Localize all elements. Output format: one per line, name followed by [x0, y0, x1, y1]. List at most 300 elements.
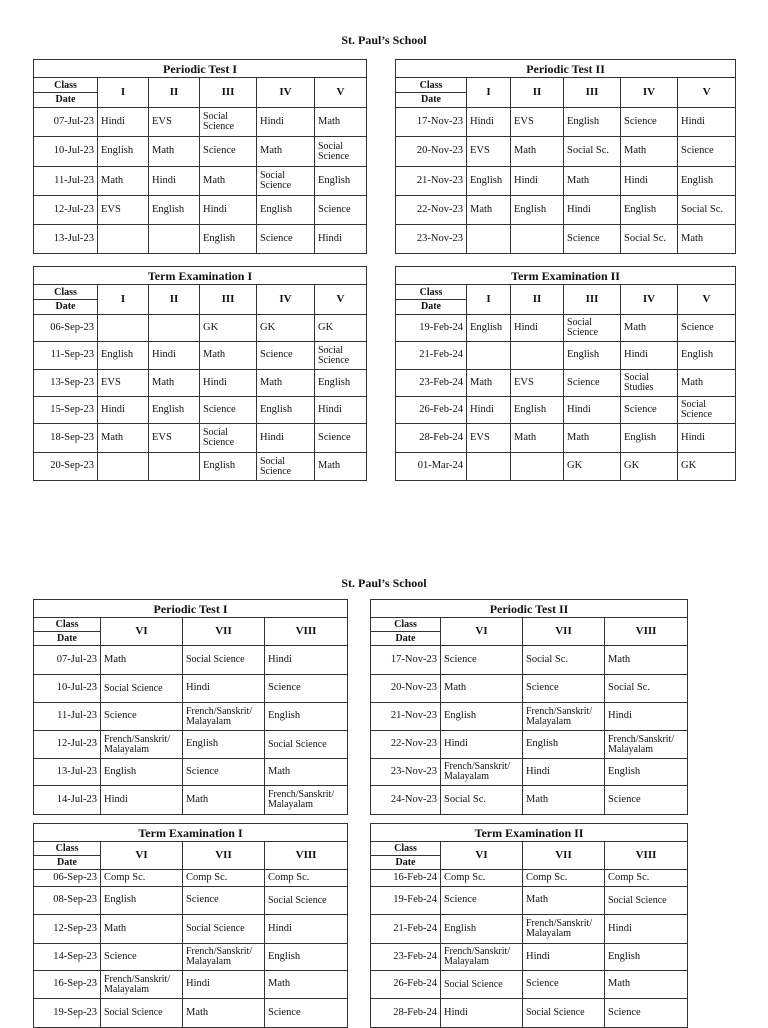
subject-cell: Social Science — [265, 887, 348, 915]
subject-cell: Hindi — [621, 167, 678, 196]
subject-cell: Hindi — [511, 315, 564, 342]
subject-cell — [98, 453, 149, 481]
subject-cell: Hindi — [98, 397, 149, 424]
class-column-header: I — [98, 285, 149, 315]
subject-cell — [149, 453, 200, 481]
subject-cell: Social Science — [315, 342, 367, 370]
subject-cell: EVS — [98, 370, 149, 397]
class-label: Class — [396, 79, 466, 93]
term-exam-2-primary — [395, 266, 736, 481]
date-cell: 11-Jul-23 — [34, 703, 101, 731]
subject-cell: Science — [441, 887, 523, 915]
table-row — [371, 731, 688, 759]
subject-cell: Math — [523, 887, 605, 915]
subject-cell: English — [200, 453, 257, 481]
table-row — [396, 315, 736, 342]
class-label: Class — [34, 618, 100, 632]
subject-cell: Math — [678, 370, 736, 397]
date-cell: 21-Nov-23 — [371, 703, 441, 731]
periodic-test-1-middle — [33, 599, 348, 815]
header-row — [371, 842, 688, 870]
subject-cell: Social Science — [315, 137, 367, 167]
date-label: Date — [57, 633, 77, 644]
class-column-header: I — [467, 285, 511, 315]
subject-cell: Hindi — [678, 108, 736, 137]
subject-cell: Hindi — [621, 342, 678, 370]
table-row — [371, 646, 688, 675]
subject-cell: English — [265, 944, 348, 971]
subject-cell: Hindi — [200, 370, 257, 397]
subject-cell: English — [564, 108, 621, 137]
table-row — [396, 397, 736, 424]
subject-cell — [149, 315, 200, 342]
subject-cell: Hindi — [467, 397, 511, 424]
table-row — [371, 887, 688, 915]
subject-cell: English — [678, 342, 736, 370]
subject-cell: English — [678, 167, 736, 196]
subject-cell: Social Science — [257, 167, 315, 196]
table-row — [34, 731, 348, 759]
class-column-header: VII — [183, 618, 265, 646]
header-row — [396, 78, 736, 108]
subject-cell: Social Science — [441, 971, 523, 999]
subject-cell: Hindi — [441, 999, 523, 1028]
date-cell: 28-Feb-24 — [371, 999, 441, 1028]
class-label: Class — [34, 842, 100, 856]
subject-cell: Hindi — [564, 196, 621, 225]
table-row — [371, 915, 688, 944]
class-column-header: V — [678, 78, 736, 108]
date-cell: 10-Jul-23 — [34, 137, 98, 167]
subject-cell: Science — [265, 675, 348, 703]
header-row — [34, 78, 367, 108]
subject-cell: French/Sanskrit/ Malayalam — [441, 944, 523, 971]
periodic-test-1-primary — [33, 59, 367, 254]
class-column-header: II — [149, 285, 200, 315]
class-column-header: VIII — [265, 842, 348, 870]
table-row — [34, 999, 348, 1028]
table-row — [34, 870, 348, 887]
header-row — [371, 618, 688, 646]
date-cell: 10-Jul-23 — [34, 675, 101, 703]
subject-cell — [467, 342, 511, 370]
subject-cell: Social Science — [605, 887, 688, 915]
table-row — [34, 167, 367, 196]
schedule-table — [33, 823, 348, 1028]
subject-cell: English — [564, 342, 621, 370]
date-cell: 14-Sep-23 — [34, 944, 101, 971]
subject-cell: Math — [149, 370, 200, 397]
subject-cell: Math — [200, 167, 257, 196]
subject-cell: Hindi — [101, 786, 183, 815]
date-cell: 23-Nov-23 — [371, 759, 441, 786]
class-column-header: IV — [257, 78, 315, 108]
subject-cell: Hindi — [265, 646, 348, 675]
subject-cell: Hindi — [523, 759, 605, 786]
subject-cell: Hindi — [257, 108, 315, 137]
table-row — [396, 137, 736, 167]
subject-cell: Hindi — [523, 944, 605, 971]
subject-cell: Hindi — [265, 915, 348, 944]
class-label: Class — [34, 79, 97, 93]
class-date-header — [34, 78, 98, 108]
subject-cell: Comp Sc. — [183, 870, 265, 887]
class-date-header — [34, 618, 101, 646]
table-title: Term Examination II — [396, 267, 736, 285]
table-row — [34, 971, 348, 999]
class-column-header: III — [200, 285, 257, 315]
subject-cell: Science — [315, 424, 367, 453]
subject-cell: Math — [183, 999, 265, 1028]
subject-cell: English — [621, 196, 678, 225]
subject-cell — [98, 315, 149, 342]
subject-cell: English — [315, 370, 367, 397]
subject-cell: Comp Sc. — [523, 870, 605, 887]
subject-cell: Social Science — [265, 731, 348, 759]
table-row — [34, 196, 367, 225]
class-column-header: II — [149, 78, 200, 108]
subject-cell: Science — [265, 999, 348, 1028]
table-row — [371, 944, 688, 971]
subject-cell: English — [621, 424, 678, 453]
subject-cell: Math — [605, 971, 688, 999]
schedule-table — [33, 59, 367, 254]
class-date-header — [371, 842, 441, 870]
subject-cell: French/Sanskrit/ Malayalam — [441, 759, 523, 786]
subject-cell: Science — [605, 999, 688, 1028]
subject-cell: Hindi — [511, 167, 564, 196]
class-column-header: I — [98, 78, 149, 108]
subject-cell: Math — [564, 424, 621, 453]
date-cell: 06-Sep-23 — [34, 870, 101, 887]
subject-cell: EVS — [511, 370, 564, 397]
table-row — [396, 167, 736, 196]
subject-cell: Math — [315, 108, 367, 137]
class-column-header: VIII — [605, 618, 688, 646]
subject-cell: Hindi — [98, 108, 149, 137]
date-cell: 13-Sep-23 — [34, 370, 98, 397]
table-row — [396, 342, 736, 370]
table-row — [371, 675, 688, 703]
subject-cell: Hindi — [605, 915, 688, 944]
subject-cell: Comp Sc. — [265, 870, 348, 887]
class-column-header: III — [564, 78, 621, 108]
table-title: Periodic Test II — [371, 600, 688, 618]
subject-cell: French/Sanskrit/ Malayalam — [523, 703, 605, 731]
subject-cell: English — [149, 196, 200, 225]
class-column-header: V — [315, 78, 367, 108]
subject-cell: Social Science — [257, 453, 315, 481]
subject-cell: Math — [467, 370, 511, 397]
date-cell: 20-Nov-23 — [371, 675, 441, 703]
class-column-header: IV — [257, 285, 315, 315]
subject-cell: Hindi — [315, 225, 367, 254]
subject-cell: French/Sanskrit/ Malayalam — [183, 944, 265, 971]
date-cell: 17-Nov-23 — [396, 108, 467, 137]
subject-cell: Science — [257, 342, 315, 370]
table-row — [396, 370, 736, 397]
subject-cell: Science — [621, 108, 678, 137]
class-date-header — [34, 285, 98, 315]
subject-cell: Hindi — [564, 397, 621, 424]
date-cell: 15-Sep-23 — [34, 397, 98, 424]
subject-cell: English — [257, 196, 315, 225]
subject-cell: GK — [678, 453, 736, 481]
subject-cell: Hindi — [149, 167, 200, 196]
class-column-header: V — [678, 285, 736, 315]
schedule-table — [395, 266, 736, 481]
date-label: Date — [395, 633, 416, 644]
class-column-header: III — [200, 78, 257, 108]
date-label: Date — [421, 301, 441, 312]
subject-cell: Science — [678, 137, 736, 167]
table-row — [34, 675, 348, 703]
date-cell: 12-Jul-23 — [34, 196, 98, 225]
class-column-header: VIII — [265, 618, 348, 646]
class-label: Class — [34, 286, 97, 300]
date-cell: 11-Sep-23 — [34, 342, 98, 370]
subject-cell: Math — [441, 675, 523, 703]
class-column-header: III — [564, 285, 621, 315]
schedule-table — [370, 599, 688, 815]
subject-cell: Social Sc. — [441, 786, 523, 815]
class-column-header: IV — [621, 285, 678, 315]
table-row — [396, 424, 736, 453]
subject-cell: Hindi — [149, 342, 200, 370]
date-cell: 23-Feb-24 — [396, 370, 467, 397]
subject-cell: Comp Sc. — [101, 870, 183, 887]
subject-cell: Science — [183, 887, 265, 915]
subject-cell — [149, 225, 200, 254]
subject-cell: Science — [523, 675, 605, 703]
subject-cell: Math — [101, 646, 183, 675]
class-column-header: VI — [101, 618, 183, 646]
subject-cell: English — [467, 315, 511, 342]
class-column-header: II — [511, 78, 564, 108]
subject-cell: English — [265, 703, 348, 731]
class-label: Class — [371, 842, 440, 856]
subject-cell: Social Sc. — [678, 196, 736, 225]
table-row — [34, 887, 348, 915]
class-date-header — [34, 842, 101, 870]
subject-cell: Math — [315, 453, 367, 481]
periodic-test-2-middle — [370, 599, 688, 815]
date-cell: 07-Jul-23 — [34, 646, 101, 675]
class-column-header: I — [467, 78, 511, 108]
subject-cell: Math — [678, 225, 736, 254]
table-row — [396, 225, 736, 254]
schedule-table — [33, 599, 348, 815]
schedule-table — [395, 59, 736, 254]
school-title-page-1: St. Paul’s School — [341, 33, 427, 47]
table-row — [396, 453, 736, 481]
subject-cell: French/Sanskrit/ Malayalam — [523, 915, 605, 944]
subject-cell: GK — [200, 315, 257, 342]
date-cell: 19-Feb-24 — [371, 887, 441, 915]
table-row — [34, 424, 367, 453]
date-cell: 24-Nov-23 — [371, 786, 441, 815]
date-cell: 20-Sep-23 — [34, 453, 98, 481]
subject-cell: English — [511, 196, 564, 225]
subject-cell: French/Sanskrit/ Malayalam — [605, 731, 688, 759]
subject-cell: Comp Sc. — [605, 870, 688, 887]
subject-cell: Hindi — [678, 424, 736, 453]
subject-cell: Social Science — [200, 424, 257, 453]
subject-cell: English — [149, 397, 200, 424]
date-cell: 28-Feb-24 — [396, 424, 467, 453]
term-exam-1-middle — [33, 823, 348, 1028]
subject-cell: French/Sanskrit/ Malayalam — [101, 971, 183, 999]
subject-cell: Hindi — [257, 424, 315, 453]
header-row — [34, 618, 348, 646]
table-row — [34, 703, 348, 731]
subject-cell: Math — [511, 424, 564, 453]
subject-cell: Social Science — [101, 675, 183, 703]
subject-cell: Social Science — [101, 999, 183, 1028]
subject-cell: English — [257, 397, 315, 424]
table-title: Periodic Test I — [34, 60, 367, 78]
date-cell: 19-Feb-24 — [396, 315, 467, 342]
subject-cell: Math — [257, 370, 315, 397]
table-row — [34, 759, 348, 786]
subject-cell: Science — [101, 703, 183, 731]
table-row — [396, 196, 736, 225]
date-cell: 22-Nov-23 — [371, 731, 441, 759]
table-row — [371, 759, 688, 786]
subject-cell: Social Science — [200, 108, 257, 137]
table-row — [34, 786, 348, 815]
date-cell: 13-Jul-23 — [34, 225, 98, 254]
subject-cell: English — [183, 731, 265, 759]
subject-cell: Social Science — [523, 999, 605, 1028]
subject-cell: French/Sanskrit/ Malayalam — [101, 731, 183, 759]
subject-cell: Science — [315, 196, 367, 225]
class-column-header: VII — [183, 842, 265, 870]
date-cell: 23-Feb-24 — [371, 944, 441, 971]
table-row — [371, 703, 688, 731]
table-title: Periodic Test II — [396, 60, 736, 78]
subject-cell: French/Sanskrit/ Malayalam — [265, 786, 348, 815]
subject-cell: EVS — [511, 108, 564, 137]
subject-cell: Science — [621, 397, 678, 424]
subject-cell: GK — [315, 315, 367, 342]
table-row — [34, 915, 348, 944]
subject-cell: Hindi — [183, 675, 265, 703]
table-title: Term Examination I — [34, 824, 348, 842]
table-row — [371, 870, 688, 887]
subject-cell: Social Science — [183, 646, 265, 675]
subject-cell: English — [467, 167, 511, 196]
header-row — [34, 842, 348, 870]
date-cell: 26-Feb-24 — [371, 971, 441, 999]
subject-cell: Science — [605, 786, 688, 815]
subject-cell: Math — [621, 315, 678, 342]
table-row — [34, 944, 348, 971]
date-cell: 26-Feb-24 — [396, 397, 467, 424]
subject-cell: Social Studies — [621, 370, 678, 397]
subject-cell: Hindi — [315, 397, 367, 424]
table-row — [34, 108, 367, 137]
subject-cell: Math — [98, 424, 149, 453]
subject-cell: EVS — [467, 137, 511, 167]
subject-cell — [98, 225, 149, 254]
date-cell: 08-Sep-23 — [34, 887, 101, 915]
class-date-header — [396, 78, 467, 108]
term-exam-2-middle — [370, 823, 688, 1028]
subject-cell: English — [605, 759, 688, 786]
subject-cell: English — [441, 703, 523, 731]
date-label: Date — [55, 94, 76, 105]
date-cell: 16-Sep-23 — [34, 971, 101, 999]
table-row — [34, 370, 367, 397]
subject-cell: Math — [265, 759, 348, 786]
subject-cell — [467, 453, 511, 481]
table-row — [396, 108, 736, 137]
school-title-page-2: St. Paul’s School — [341, 576, 427, 590]
table-row — [34, 397, 367, 424]
table-title: Periodic Test I — [34, 600, 348, 618]
header-row — [34, 285, 367, 315]
class-column-header: VI — [441, 842, 523, 870]
subject-cell: EVS — [149, 108, 200, 137]
table-row — [34, 225, 367, 254]
date-cell: 01-Mar-24 — [396, 453, 467, 481]
subject-cell: Math — [511, 137, 564, 167]
subject-cell: Social Science — [564, 315, 621, 342]
class-column-header: VII — [523, 842, 605, 870]
header-row — [396, 285, 736, 315]
date-cell: 18-Sep-23 — [34, 424, 98, 453]
subject-cell: Science — [564, 370, 621, 397]
subject-cell: Hindi — [605, 703, 688, 731]
date-cell: 21-Nov-23 — [396, 167, 467, 196]
date-label: Date — [57, 857, 77, 868]
subject-cell: English — [98, 137, 149, 167]
subject-cell: Social Sc. — [523, 646, 605, 675]
date-cell: 16-Feb-24 — [371, 870, 441, 887]
class-column-header: VI — [441, 618, 523, 646]
subject-cell — [511, 453, 564, 481]
class-column-header: VII — [523, 618, 605, 646]
date-cell: 12-Jul-23 — [34, 731, 101, 759]
class-label: Class — [396, 286, 466, 300]
class-column-header: IV — [621, 78, 678, 108]
subject-cell: English — [605, 944, 688, 971]
subject-cell: Math — [605, 646, 688, 675]
subject-cell: EVS — [467, 424, 511, 453]
date-label: Date — [55, 301, 76, 312]
table-row — [34, 342, 367, 370]
subject-cell: EVS — [149, 424, 200, 453]
subject-cell: GK — [564, 453, 621, 481]
date-cell: 22-Nov-23 — [396, 196, 467, 225]
subject-cell: French/Sanskrit/ Malayalam — [183, 703, 265, 731]
subject-cell: Math — [200, 342, 257, 370]
date-cell: 06-Sep-23 — [34, 315, 98, 342]
subject-cell: GK — [257, 315, 315, 342]
date-cell: 14-Jul-23 — [34, 786, 101, 815]
subject-cell — [511, 342, 564, 370]
subject-cell: English — [101, 887, 183, 915]
subject-cell: English — [98, 342, 149, 370]
date-cell: 07-Jul-23 — [34, 108, 98, 137]
table-title: Term Examination I — [34, 267, 367, 285]
class-column-header: V — [315, 285, 367, 315]
subject-cell: GK — [621, 453, 678, 481]
subject-cell: Hindi — [200, 196, 257, 225]
subject-cell: Hindi — [467, 108, 511, 137]
subject-cell: English — [441, 915, 523, 944]
